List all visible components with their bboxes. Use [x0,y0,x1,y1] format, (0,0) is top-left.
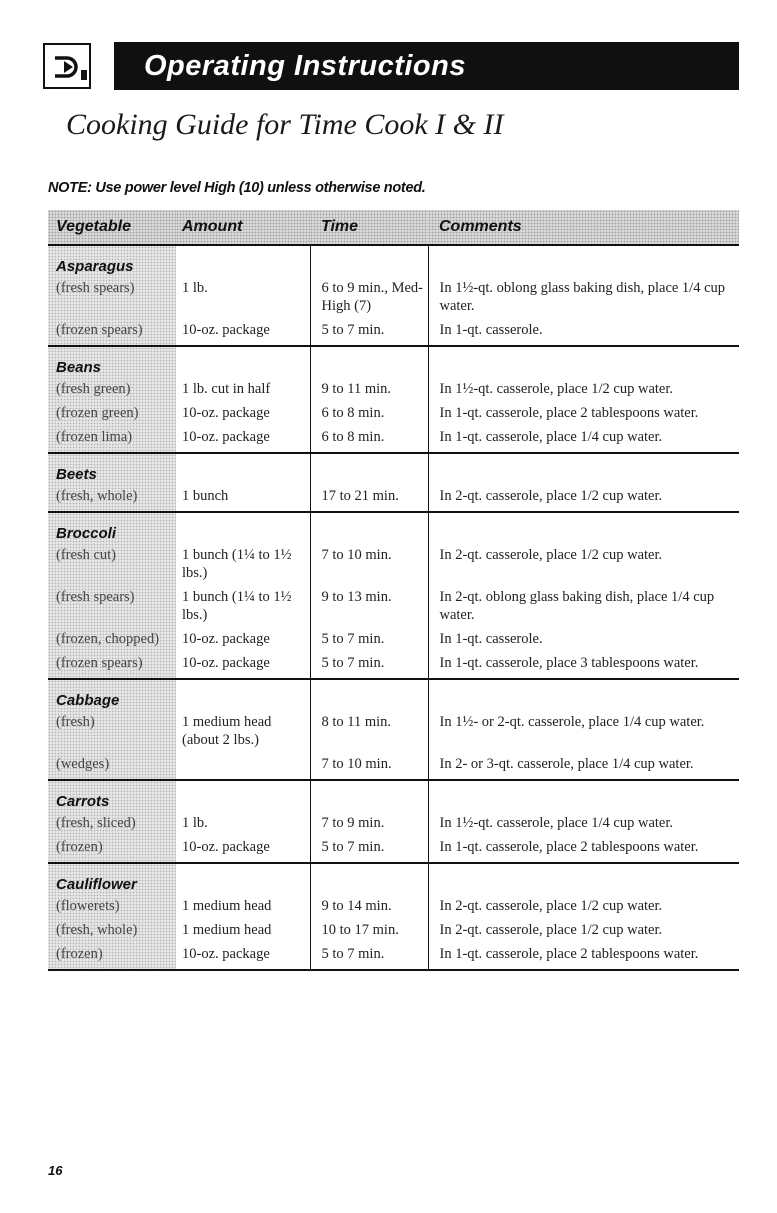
table-row [48,318,739,346]
category-row [48,679,739,710]
time-cell: 9 to 13 min. [310,585,428,627]
time-cell: 9 to 14 min. [310,894,428,918]
comments-cell: In 1½-qt. oblong glass baking dish, place 1/4 cup water. [428,276,739,318]
table-row [48,627,739,651]
table-row [48,377,739,401]
cooking-guide-table [48,210,739,971]
amount-cell [176,453,310,484]
time-cell [310,512,428,543]
amount-cell [176,679,310,710]
table-row [48,425,739,453]
time-cell [310,679,428,710]
cooking-guide-table-wrap [48,210,739,971]
category-name: Asparagus [48,245,176,276]
table-row [48,918,739,942]
table-row [48,484,739,512]
amount-cell: 1 lb. [182,280,208,296]
vegetable-cell: (frozen green) [48,401,176,425]
category-row [48,245,739,276]
vegetable-cell: (fresh spears) [48,585,176,627]
comments-cell: In 1-qt. casserole, place 3 tablespoons water. [428,651,739,679]
amount-cell: 1 lb. cut in half [182,381,271,397]
time-cell: 7 to 10 min. [310,543,428,585]
amount-cell [176,863,310,894]
vegetable-cell: (frozen) [48,835,176,863]
time-cell: 8 to 11 min. [310,710,428,752]
amount-cell: 1 lb. [182,815,208,831]
amount-cell: 10-oz. package [176,942,310,970]
comments-cell: In 2-qt. oblong glass baking dish, place 1/4 cup water. [428,585,739,627]
time-cell: 9 to 11 min. [310,377,428,401]
time-cell: 10 to 17 min. [310,918,428,942]
comments-cell [428,512,739,543]
comments-cell [428,863,739,894]
amount-cell: 1 medium head [182,898,272,914]
amount-cell [176,780,310,811]
category-name: Beans [48,346,176,377]
time-cell: 6 to 8 min. [310,425,428,453]
column-header-time: Time [310,210,428,245]
vegetable-cell: (flowerets) [48,894,176,918]
category-name: Broccoli [48,512,176,543]
comments-cell: In 2- or 3-qt. casserole, place 1/4 cup water. [428,752,739,780]
category-name: Cauliflower [48,863,176,894]
vegetable-cell: (frozen lima) [48,425,176,453]
vegetable-cell: (frozen spears) [48,318,176,346]
amount-cell [176,346,310,377]
category-name: Cabbage [48,679,176,710]
category-row [48,780,739,811]
comments-cell [428,780,739,811]
table-row [48,752,739,780]
time-cell: 5 to 7 min. [310,942,428,970]
amount-cell: 1 bunch [176,484,310,512]
comments-cell: In 1-qt. casserole, place 1/4 cup water. [428,425,739,453]
comments-cell: In 2-qt. casserole, place 1/2 cup water. [428,484,739,512]
comments-cell: In 1-qt. casserole, place 2 tablespoons water. [428,942,739,970]
comments-cell: In 2-qt. casserole, place 1/2 cup water. [428,543,739,585]
table-row [48,942,739,970]
time-cell [310,245,428,276]
vegetable-cell: (fresh green) [48,377,176,401]
time-cell [310,863,428,894]
vegetable-cell: (fresh, whole) [48,484,176,512]
amount-cell: 10-oz. package [176,425,310,453]
amount-cell: 10-oz. package [176,318,310,346]
category-row [48,453,739,484]
comments-cell [428,453,739,484]
vegetable-cell: (fresh, whole) [48,918,176,942]
column-header-vegetable: Vegetable [48,210,176,245]
table-row [48,835,739,863]
comments-cell: In 1½-qt. casserole, place 1/2 cup water. [428,377,739,401]
table-row [48,894,739,918]
table-row [48,585,739,627]
table-row [48,543,739,585]
column-header-comments: Comments [428,210,739,245]
page-subtitle: Cooking Guide for Time Cook I & II [66,108,504,141]
time-cell: 6 to 9 min., Med-High (7) [310,276,428,318]
amount-cell: 10-oz. package [176,835,310,863]
vegetable-cell: (frozen) [48,942,176,970]
amount-cell [176,512,310,543]
table-row [48,651,739,679]
comments-cell: In 1-qt. casserole, place 2 tablespoons water. [428,835,739,863]
amount-cell: 10-oz. package [182,405,270,421]
time-cell: 5 to 7 min. [310,651,428,679]
page-header-title: Operating Instructions [114,42,739,90]
category-row [48,512,739,543]
vegetable-cell: (wedges) [48,752,176,780]
amount-cell: 10-oz. package [176,651,310,679]
microwave-icon [43,43,91,89]
category-row [48,863,739,894]
amount-cell [176,752,310,780]
amount-cell [176,245,310,276]
time-cell [310,453,428,484]
category-row [48,346,739,377]
table-body [48,245,739,970]
time-cell: 7 to 10 min. [310,752,428,780]
comments-cell: In 2-qt. casserole, place 1/2 cup water. [428,918,739,942]
time-cell: 7 to 9 min. [310,811,428,835]
time-cell: 5 to 7 min. [310,627,428,651]
table-header-row [48,210,739,245]
comments-cell: In 2-qt. casserole, place 1/2 cup water. [428,894,739,918]
comments-cell: In 1-qt. casserole. [428,627,739,651]
vegetable-cell: (frozen spears) [48,651,176,679]
category-name: Beets [48,453,176,484]
time-cell: 6 to 8 min. [310,401,428,425]
column-header-amount: Amount [176,210,310,245]
vegetable-cell: (fresh) [48,710,176,752]
time-cell [310,346,428,377]
time-cell: 17 to 21 min. [310,484,428,512]
power-level-note: NOTE: Use power level High (10) unless otherwise noted. [48,180,426,196]
amount-cell: 1 medium head (about 2 lbs.) [182,714,272,748]
time-cell: 5 to 7 min. [310,835,428,863]
time-cell [310,780,428,811]
time-cell: 5 to 7 min. [310,318,428,346]
comments-cell: In 1-qt. casserole. [428,318,739,346]
vegetable-cell: (fresh cut) [48,543,176,585]
amount-cell: 10-oz. package [182,631,270,647]
category-name: Carrots [48,780,176,811]
amount-cell: 1 bunch (1¼ to 1½ lbs.) [182,547,292,581]
vegetable-cell: (fresh, sliced) [48,811,176,835]
amount-cell: 1 medium head [182,922,272,938]
amount-cell: 1 bunch (1¼ to 1½ lbs.) [182,589,292,623]
comments-cell: In 1½- or 2-qt. casserole, place 1/4 cup water. [428,710,739,752]
table-row [48,710,739,752]
comments-cell [428,346,739,377]
comments-cell: In 1½-qt. casserole, place 1/4 cup water. [428,811,739,835]
vegetable-cell: (frozen, chopped) [48,627,176,651]
table-row [48,811,739,835]
vegetable-cell: (fresh spears) [48,276,176,318]
table-row [48,401,739,425]
comments-cell [428,245,739,276]
table-row [48,276,739,318]
comments-cell: In 1-qt. casserole, place 2 tablespoons water. [428,401,739,425]
comments-cell [428,679,739,710]
page-number: 16 [48,1163,63,1178]
